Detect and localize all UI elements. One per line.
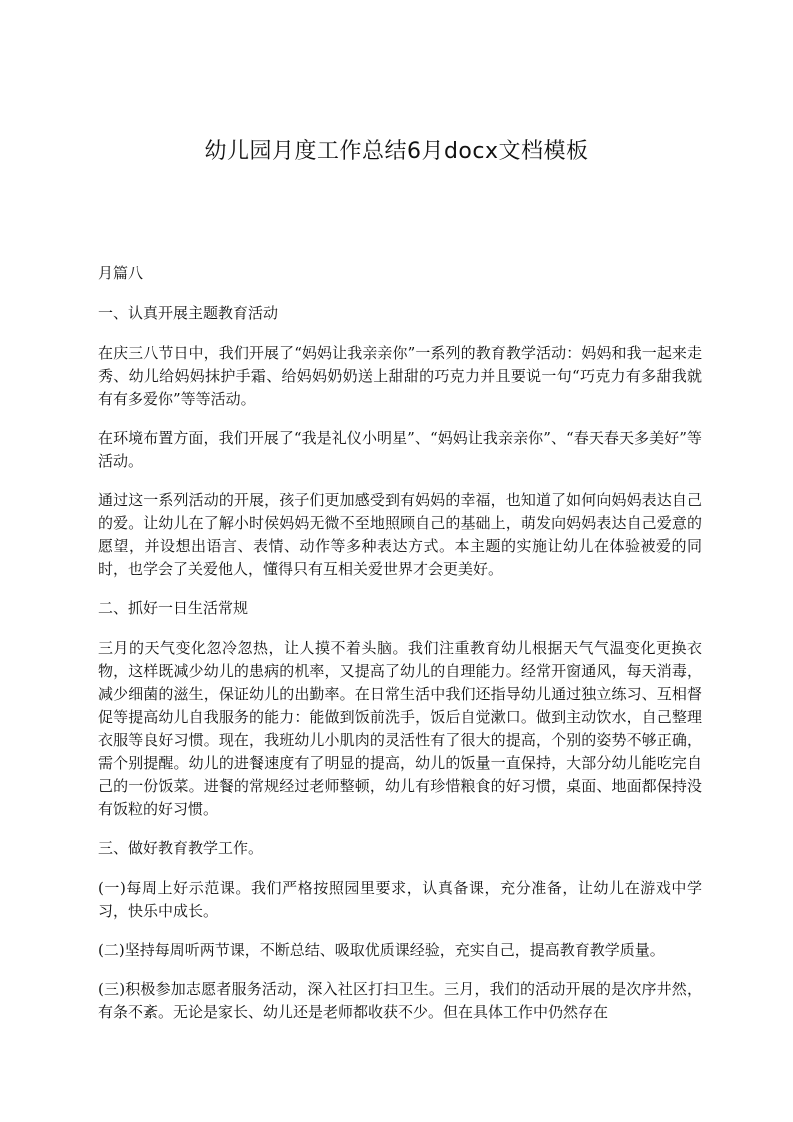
section-heading: 二、抓好一日生活常规 <box>98 599 249 617</box>
document-title: 幼儿园月度工作总结6月docx文档模板 <box>204 139 589 164</box>
paragraph: 在环境布置方面，我们开展了“我是礼仪小明星”、“妈妈让我亲亲你”、“春天春天多美好”等活动。 <box>98 429 702 470</box>
paragraph: 通过这一系列活动的开展，孩子们更加感受到有妈妈的幸福，也知道了如何向妈妈表达自己的爱。让幼儿在了解小时侯妈妈无微不至地照顾自己的基础上，萌发向妈妈表达自己爱意的愿望，并设想出语言、表情、动作等多种表达方式。本主题的实施让幼儿在体验被爱的同时，也学会了关爱他人，懂得只有互相关爱世界才会更美好。 <box>98 491 702 578</box>
paragraph: (二)坚持每周听两节课，不断总结、吸取优质课经验，充实自己，提高教育教学质量。 <box>98 941 665 959</box>
section-heading: 一、认真开展主题教育活动 <box>98 304 279 322</box>
paragraph: (三)积极参加志愿者服务活动，深入社区打扫卫生。三月，我们的活动开展的是次序井然，有条不紊。无论是家长、幼儿还是老师都收获不少。但在具体工作中仍然存在 <box>98 980 702 1021</box>
section-label: 月篇八 <box>98 264 144 282</box>
document-body <box>98 262 702 1040</box>
section-heading: 三、做好教育教学工作。 <box>98 839 264 857</box>
paragraph: 在庆三八节日中，我们开展了“妈妈让我亲亲你”一系列的教育教学活动：妈妈和我一起来走秀、幼儿给妈妈抹护手霜、给妈妈奶奶送上甜甜的巧克力并且要说一句“巧克力有多甜我就有有多爱你”等等活动。 <box>98 344 702 408</box>
paragraph: (一)每周上好示范课。我们严格按照园里要求，认真备课，充分准备，让幼儿在游戏中学习，快乐中成长。 <box>98 879 702 920</box>
paragraph: 三月的天气变化忽冷忽热，让人摸不着头脑。我们注重教育幼儿根据天气气温变化更换衣物，这样既减少幼儿的患病的机率，又提高了幼儿的自理能力。经常开窗通风，每天消毒，减少细菌的滋生，保证幼儿的出勤率。在日常生活中我们还指导幼儿通过独立练习、互相督促等提高幼儿自我服务的能力：能做到饭前洗手，饭后自觉漱口。做到主动饮水，自己整理衣服等良好习惯。现在，我班幼儿小肌肉的灵活性有了很大的提高，个别的姿势不够正确，需个别提醒。幼儿的进餐速度有了明显的提高，幼儿的饭量一直保持，大部分幼儿能吃完自己的一份饭菜。进餐的常规经过老师整顿，幼儿有珍惜粮食的好习惯，桌面、地面都保持没有饭粒的好习惯。 <box>98 639 702 818</box>
